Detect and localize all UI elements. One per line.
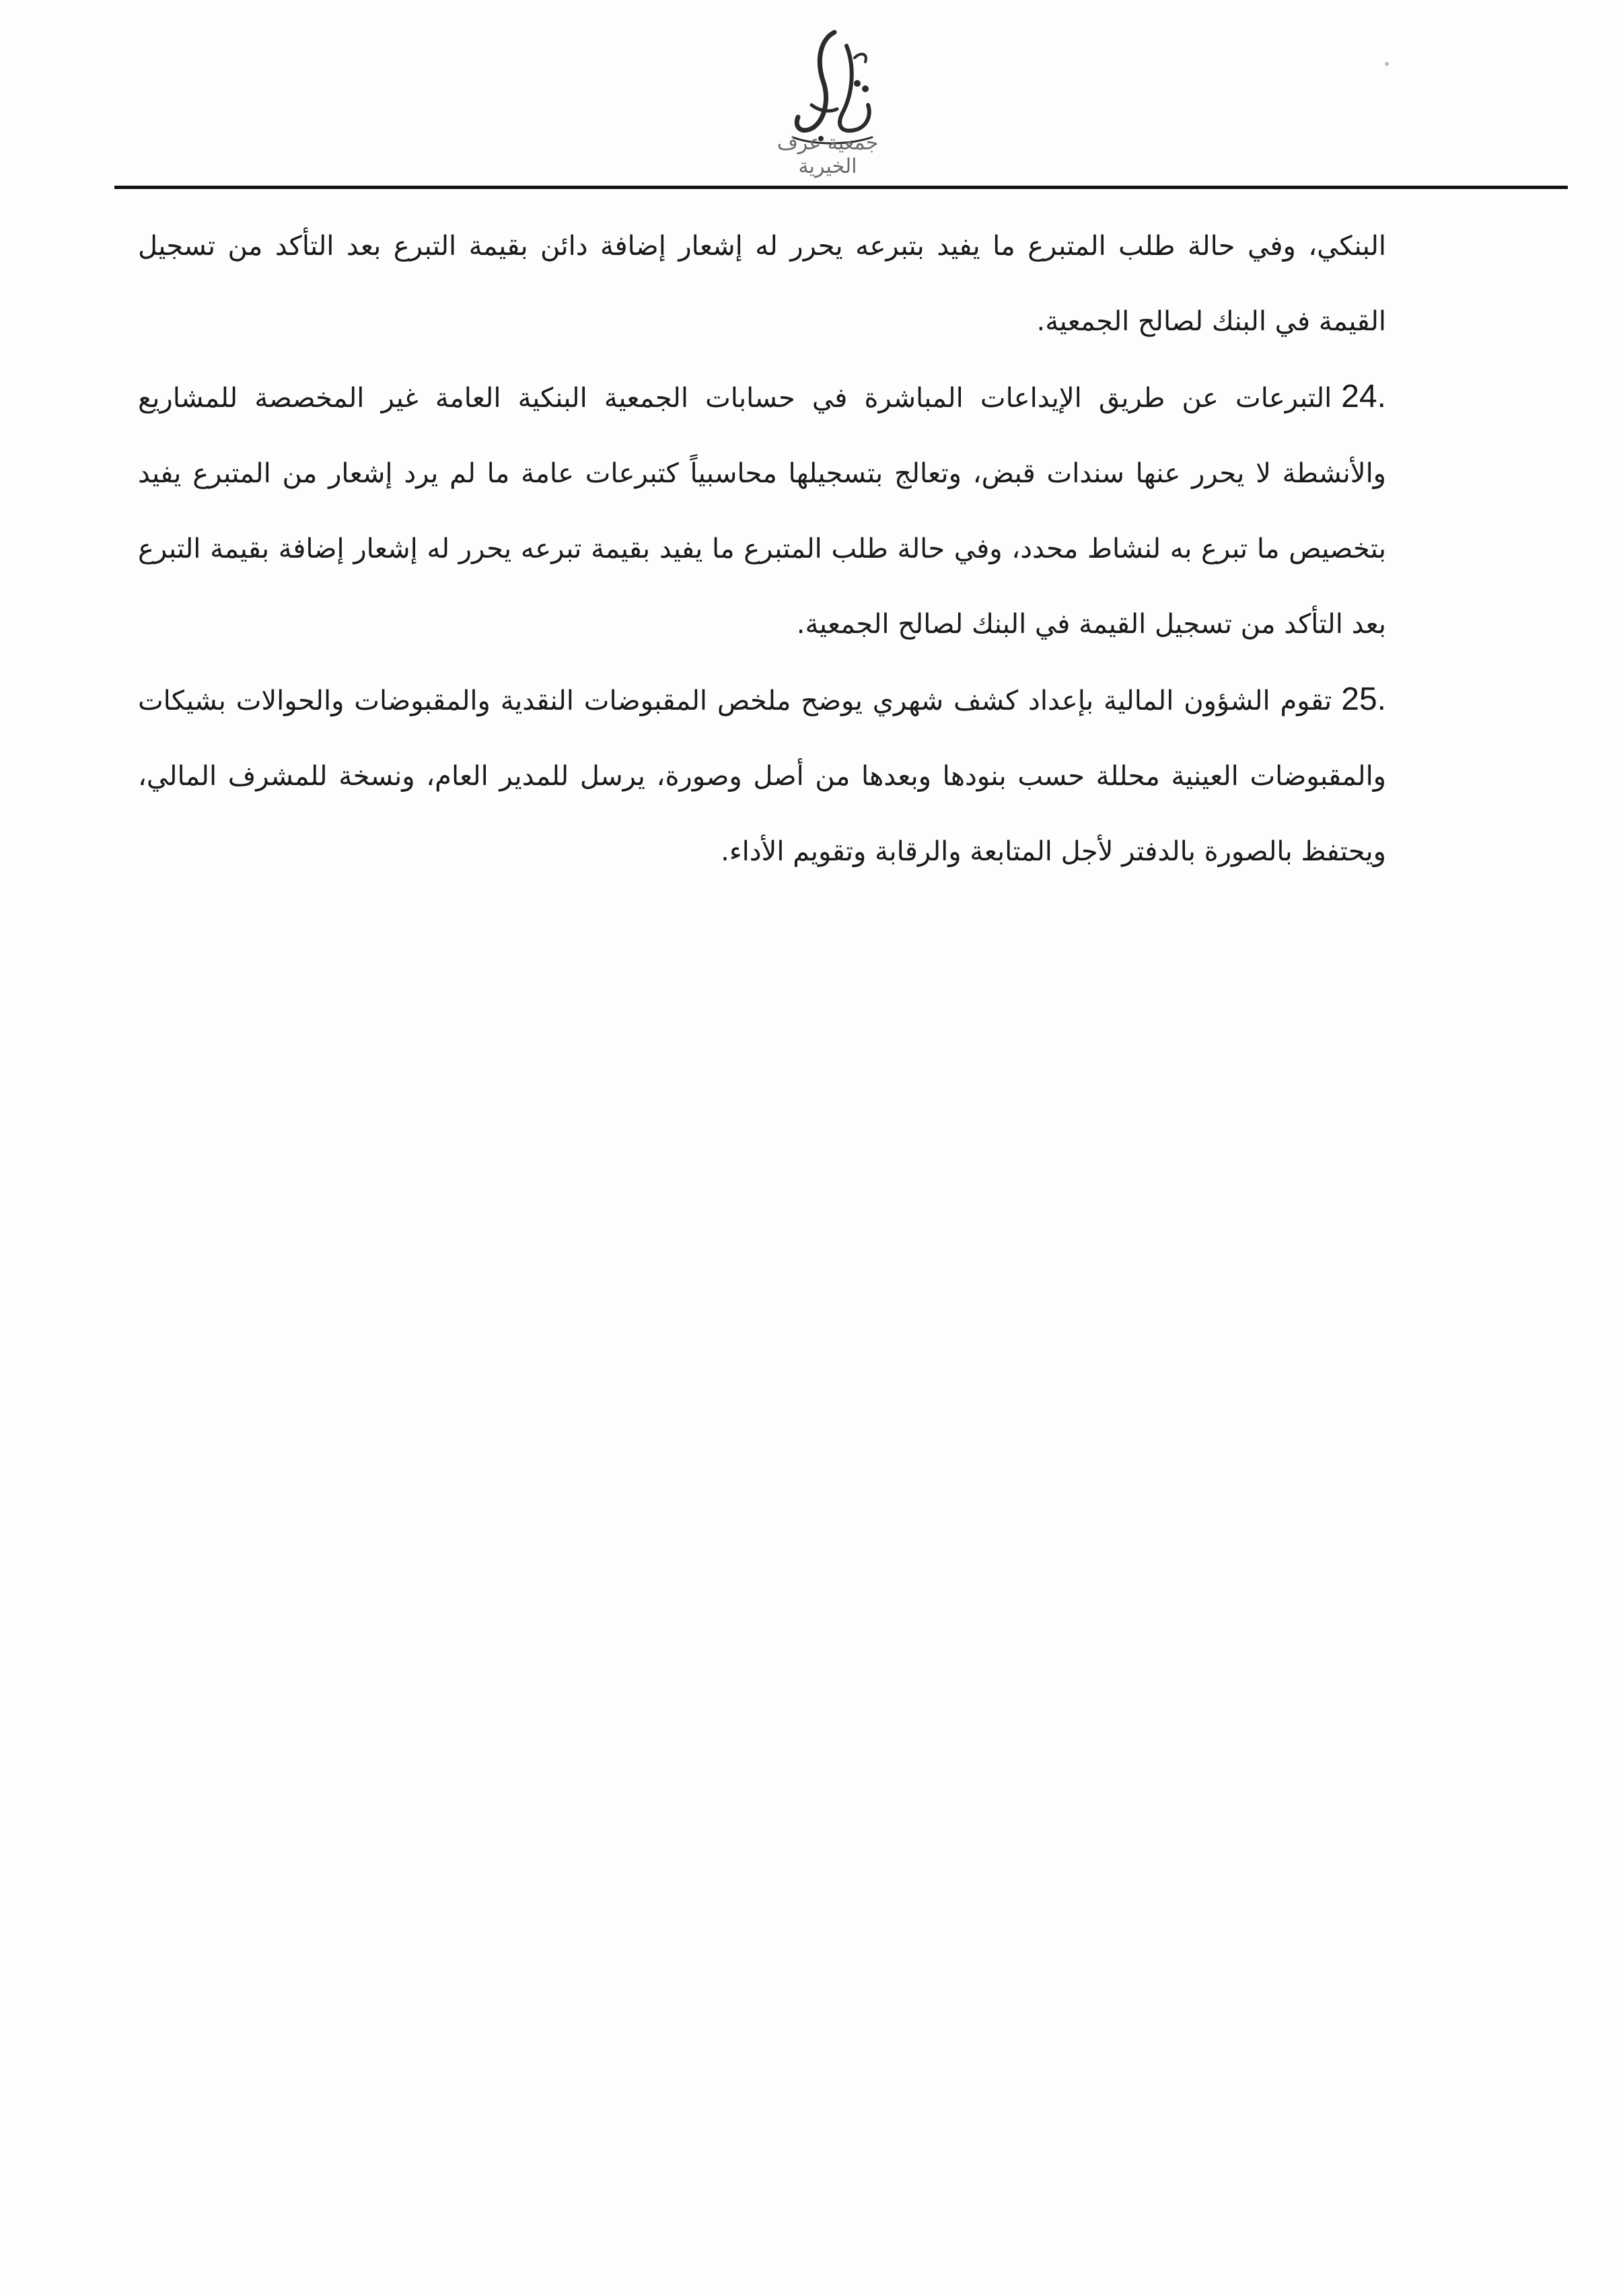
paragraph-24	[138, 359, 1386, 662]
paragraph-text: البنكي، وفي حالة طلب المتبرع ما يفيد بتبرعه يحرر له إشعار إضافة دائن بقيمة التبرع بعد التأكد من تسجيل القيمة في البنك لصالح الجمعية.	[138, 231, 1386, 337]
paragraph-25	[138, 662, 1386, 889]
paragraph-text: التبرعات عن طريق الإيداعات المباشرة في حسابات الجمعية البنكية العامة غير المخصصة للمشاريع والأنشطة لا يحرر عنها سندات قبض، وتعالج بتسجيلها محاسبياً كتبرعات عامة ما لم يرد إشعار من المتبرع يفيد بتخصيص ما تبرع به لنشاط محدد، وفي حالة طلب المتبرع ما يفيد بقيمة تبرعه يحرر له إشعار إضافة بقيمة التبرع بعد التأكد من تسجيل القيمة في البنك لصالح الجمعية.	[138, 383, 1386, 640]
header-divider	[114, 186, 1568, 189]
paragraph-number: 24.	[1341, 379, 1386, 414]
scan-speck	[1385, 62, 1389, 66]
document-body	[138, 209, 1386, 889]
logo-caption: جمعية عرف الخيرية	[777, 131, 879, 178]
paragraph-number: 25.	[1341, 681, 1386, 717]
paragraph-continued	[138, 209, 1386, 359]
paragraph-text: تقوم الشؤون المالية بإعداد كشف شهري يوضح ملخص المقبوضات النقدية والمقبوضات والحوالات بشيكات والمقبوضات العينية محللة حسب بنودها وبعدها من أصل وصورة، يرسل للمدير العام، ونسخة للمشرف المالي، ويحتفظ بالصورة بالدفتر لأجل المتابعة والرقابة وتقويم الأداء.	[138, 686, 1386, 867]
page-header	[0, 0, 1623, 195]
